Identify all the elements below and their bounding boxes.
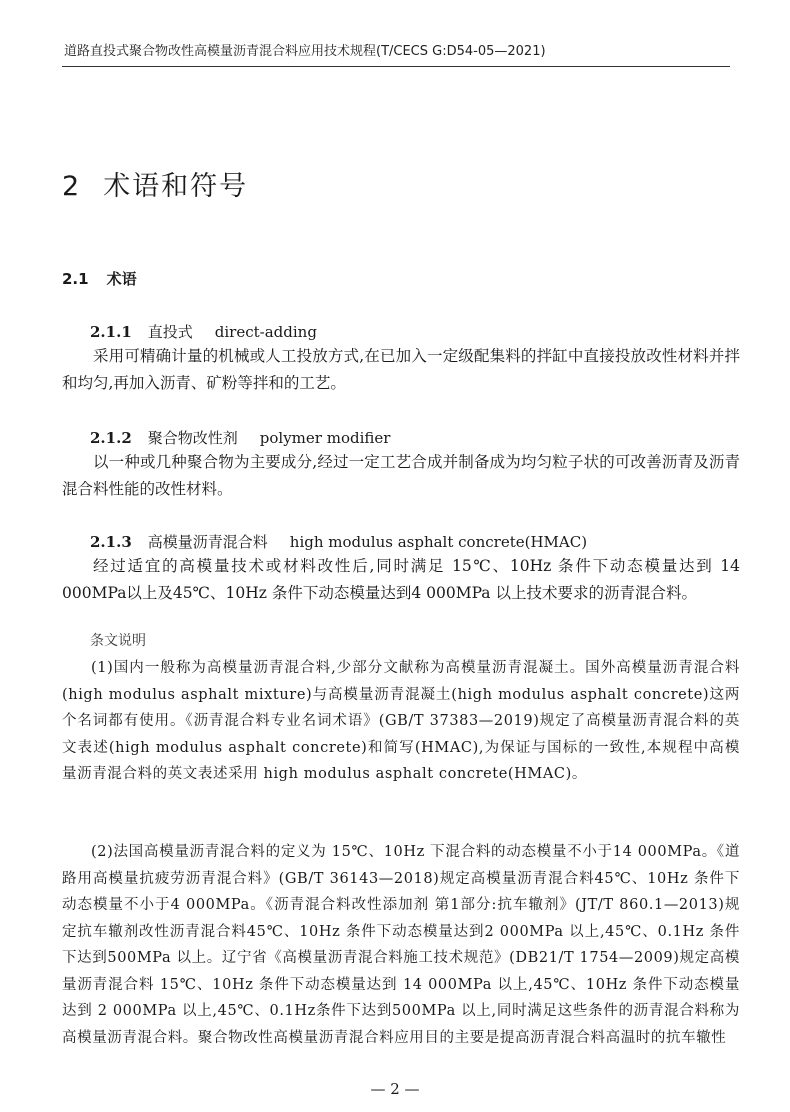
section-title [62, 268, 137, 289]
term-name-cn: 直投式 [147, 323, 193, 341]
term-name-en: direct-adding [214, 323, 317, 341]
commentary-label: 条文说明 [90, 633, 146, 649]
term-definition: 以一种或几种聚合物为主要成分,经过一定工艺合成并制备成为均匀粒子状的可改善沥青及沥青混合料性能的改性材料。 [62, 453, 740, 498]
running-header: 道路直投式聚合物改性高模量沥青混合料应用技术规程(T/CECS G:D54-05—2021) [64, 44, 546, 59]
term-number: 2.1.2 [90, 429, 132, 447]
commentary-paragraph: (2)法国高模量沥青混合料的定义为 15℃、10Hz 下混合料的动态模量不小于14 000MPa。《道路用高模量抗疲劳沥青混合料》(GB/T 36143—2018)规定高模量沥青混合料45℃、10Hz 条件下动态模量不小于4 000MPa。《沥青混合料改性添加剂 第1部分:抗车辙剂》(JT/T 860.1—2013)规定抗车辙剂改性沥青混合料45℃、10Hz 条件下动态模量达到2 000MPa 以上,45℃、0.1Hz 条件下达到500MPa 以上。辽宁省《高模量沥青混合料施工技术规范》(DB21/T 1754—2009)规定高模量沥青混合料 15℃、10Hz 条件下动态模量达到 14 000MPa 以上,45℃、10Hz 条件下动态模量达到 2 000MPa 以上,45℃、0.1Hz条件下达到500MPa 以上,同时满足这些条件的沥青混合料称为高模量沥青混合料。聚合物改性高模量沥青混合料应用目的主要是提高沥青混合料高温时的抗车辙性 [62, 844, 740, 1046]
section-number: 2.1 [62, 270, 89, 288]
term-definition: 经过适宜的高模量技术或材料改性后,同时满足 15℃、10Hz 条件下动态模量达到 14 000MPa以上及45℃、10Hz 条件下动态模量达到4 000MPa 以上技术要求的沥青混合料。 [62, 557, 740, 602]
term-name-en: polymer modifier [259, 429, 391, 447]
term-definition: 采用可精确计量的机械或人工投放方式,在已加入一定级配集料的拌缸中直接投放改性材料并拌和均匀,再加入沥青、矿粉等拌和的工艺。 [62, 347, 740, 392]
page-number: — 2 — [370, 1080, 420, 1098]
chapter-title-text: 术语和符号 [103, 171, 249, 202]
header-divider [62, 66, 730, 67]
chapter-title [62, 164, 248, 203]
term-name-cn: 高模量沥青混合料 [147, 533, 268, 551]
commentary-paragraph: (1)国内一般称为高模量沥青混合料,少部分文献称为高模量沥青混凝土。国外高模量沥青混合料(high modulus asphalt mixture)与高模量沥青混凝土(high modulus asphalt concrete)这两个名词都有使用。《沥青混合料专业名词术语》(GB/T 37383—2019)规定了高模量沥青混合料的英文表述(high modulus asphalt concrete)和简写(HMAC),为保证与国标的一致性,本规程中高模量沥青混合料的英文表述采用 high modulus asphalt concrete(HMAC)。 [62, 660, 740, 782]
section-title-text: 术语 [106, 270, 137, 288]
term-heading [90, 531, 587, 552]
chapter-number: 2 [62, 171, 82, 202]
term-heading [90, 321, 317, 342]
term-number: 2.1.3 [90, 533, 132, 551]
term-number: 2.1.1 [90, 323, 132, 341]
term-heading [90, 427, 390, 448]
term-name-cn: 聚合物改性剂 [147, 429, 238, 447]
term-name-en: high modulus asphalt concrete(HMAC) [289, 533, 588, 551]
